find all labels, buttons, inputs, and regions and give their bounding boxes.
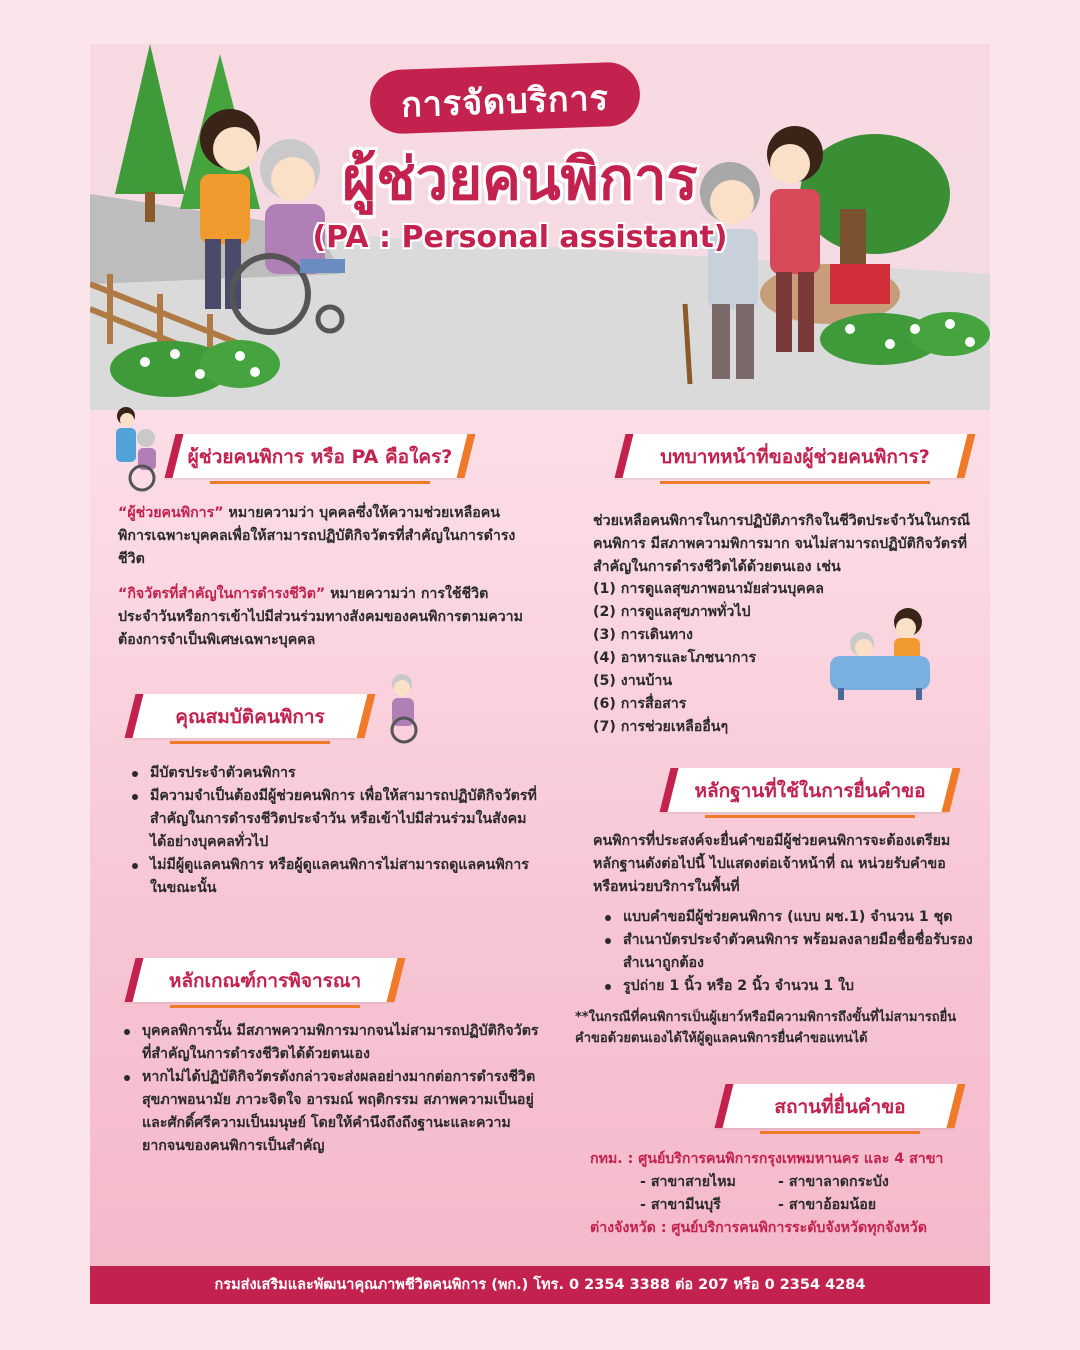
section-header-evidence: หลักฐานที่ใช้ในการยื่นคำขอ xyxy=(665,768,955,812)
hero-subtitle: (PA : Personal assistant) xyxy=(312,220,728,255)
role-item: (2) การดูแลสุขภาพทั่วไป xyxy=(593,604,751,620)
hero-pill-text: การจัดบริการ xyxy=(400,78,610,126)
criteria-item: หากไม่ได้ปฏิบัติกิจวัตรดังกล่าวจะส่งผลอย่างมากต่อการดำรงชีวิตสุขภาพอนามัย ภาวะจิตใจ อารมณ์ พฤติกรรม สภาพความเป็นอยู่และศักดิ์ศรีความเป็นมนุษย์ โดยให้คำนึงถึงถึงฐานะและความยากจนของคนพิการเป็นสำคัญ xyxy=(142,1066,542,1158)
section-header-role: บทบาทหน้าที่ของผู้ช่วยคนพิการ? xyxy=(620,434,970,478)
evidence-item: สำเนาบัตรประจำตัวคนพิการ พร้อมลงลายมือชื่อชื่อรับรองสำเนาถูกต้อง xyxy=(623,929,978,975)
qual-list xyxy=(120,762,540,900)
place-branch: - สาขาสายไหม xyxy=(640,1174,736,1190)
elder-wheelchair-icon xyxy=(380,672,428,744)
role-intro: ช่วยเหลือคนพิการในการปฏิบัติภารกิจในชีวิตประจำวันในกรณีคนพิการ มีสภาพความพิการมาก จนไม่สามารถปฏิบัติกิจวัตรที่สำคัญในการดำรงชีวิตได้ด้วยตนเอง เช่น xyxy=(593,513,971,575)
hero-title: ผู้ช่วยคนพิการ xyxy=(342,145,698,213)
section-header-place: สถานที่ยื่นคำขอ xyxy=(720,1084,960,1128)
who-p2: “กิจวัตรที่สำคัญในการดำรงชีวิต” หมายความว่า การใช้ชีวิตประจำวันหรือการเข้าไปมีส่วนร่วมทางสังคมของคนพิการตามความต้องการจำเป็นพิเศษเฉพาะบุคคล xyxy=(118,586,523,648)
role-item: (4) อาหารและโภชนาการ xyxy=(593,650,757,666)
section-header-qual: คุณสมบัติคนพิการ xyxy=(130,694,370,738)
role-item: (3) การเดินทาง xyxy=(593,627,693,643)
criteria-list xyxy=(112,1020,542,1158)
qual-item: มีความจำเป็นต้องมีผู้ช่วยคนพิการ เพื่อให้สามารถปฏิบัติกิจวัตรที่สำคัญในการดำรงชีวิตประจำวัน หรือเข้าไปมีส่วนร่วมในสังคมได้อย่างบุคคลทั่วไป xyxy=(150,785,540,854)
hero-banner xyxy=(90,44,990,410)
footer-contact: กรมส่งเสริมและพัฒนาคุณภาพชีวิตคนพิการ (พก.) โทร. 0 2354 3388 ต่อ 207 หรือ 0 2354 4284 xyxy=(90,1266,990,1304)
section-header-criteria: หลักเกณฑ์การพิจารณา xyxy=(130,958,400,1002)
role-item: (1) การดูแลสุขภาพอนามัยส่วนบุคคล xyxy=(593,581,824,597)
qual-item: มีบัตรประจำตัวคนพิการ xyxy=(150,762,540,785)
evidence-item: แบบคำขอมีผู้ช่วยคนพิการ (แบบ ผช.1) จำนวน 1 ชุด xyxy=(623,906,978,929)
section-header-who: ผู้ช่วยคนพิการ หรือ PA คือใคร? xyxy=(170,434,470,478)
who-paragraphs xyxy=(118,502,528,652)
role-item: (5) งานบ้าน xyxy=(593,673,673,689)
role-item: (6) การสื่อสาร xyxy=(593,696,687,712)
wheelchair-caregiver-icon xyxy=(112,406,164,492)
evidence-item: รูปถ่าย 1 นิ้ว หรือ 2 นิ้ว จำนวน 1 ใบ xyxy=(623,975,978,998)
qual-item: ไม่มีผู้ดูแลคนพิการ หรือผู้ดูแลคนพิการไม่สามารถดูแลคนพิการในขณะนั้น xyxy=(150,854,540,900)
criteria-item: บุคคลพิการนั้น มีสภาพความพิการมากจนไม่สามารถปฏิบัติกิจวัตรที่สำคัญในการดำรงชีวิตได้ด้วยตนเอง xyxy=(142,1020,542,1066)
bed-care-icon xyxy=(820,604,938,704)
place-bkk: กทม. : ศูนย์บริการคนพิการกรุงเทพมหานคร และ 4 สาขา xyxy=(590,1151,944,1167)
poster xyxy=(90,44,990,1304)
place-branch: - สาขามีนบุรี xyxy=(640,1197,721,1213)
evidence-note: **ในกรณีที่คนพิการเป็นผู้เยาว์หรือมีความพิการถึงขั้นที่ไม่สามารถยื่นคำขอด้วยตนเองได้ให้ผู้ดูแลคนพิการยื่นคำขอแทนได้ xyxy=(575,1010,957,1046)
tree-icon xyxy=(115,44,185,194)
place-branch: - สาขาอ้อมน้อย xyxy=(778,1197,877,1213)
evidence-intro: คนพิการที่ประสงค์จะยื่นคำขอมีผู้ช่วยคนพิการจะต้องเตรียมหลักฐานดังต่อไปนี้ ไปแสดงต่อเจ้าหน้าที่ ณ หน่วยรับคำขอ หรือหน่วยบริการในพื้นที่ xyxy=(593,833,951,895)
evidence-list xyxy=(593,906,978,998)
role-item: (7) การช่วยเหลืออื่นๆ xyxy=(593,719,729,735)
place-branch: - สาขาลาดกระบัง xyxy=(778,1174,889,1190)
who-p1: “ผู้ช่วยคนพิการ” หมายความว่า บุคคลซึ่งให้ความช่วยเหลือคนพิการเฉพาะบุคคลเพื่อให้สามารถปฏิบัติกิจวัตรที่สำคัญในการดำรงชีวิต xyxy=(118,505,516,567)
role-list xyxy=(593,578,833,739)
place-province: ต่างจังหวัด : ศูนย์บริการคนพิการระดับจังหวัดทุกจังหวัด xyxy=(590,1220,927,1236)
